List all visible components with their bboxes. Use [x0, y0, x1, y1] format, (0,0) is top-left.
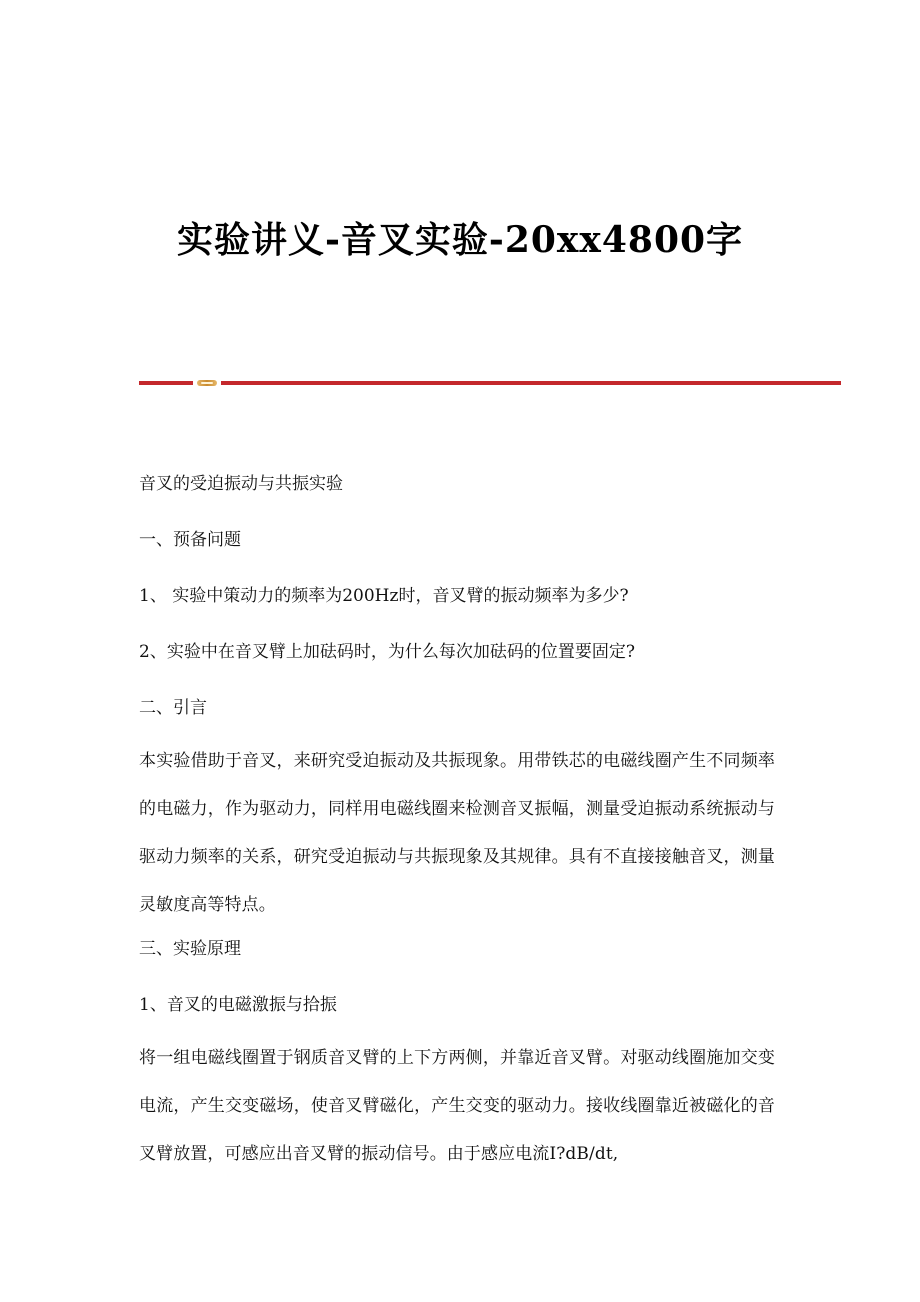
- section-heading-prep: 一、预备问题: [139, 530, 241, 550]
- document-body: [139, 468, 775, 1178]
- intro-paragraph: 本实验借助于音叉，来研究受迫振动及共振现象。用带铁芯的电磁线圈产生不同频率的电磁力，作为驱动力，同样用电磁线圈来检测音叉振幅，测量受迫振动系统振动与驱动力频率的关系，研究受迫振动与共振现象及其规律。具有不直接接触音叉，测量灵敏度高等特点。: [139, 751, 775, 915]
- title-divider: [139, 380, 841, 386]
- prep-question-2: 2、实验中在音叉臂上加砝码时，为什么每次加砝码的位置要固定?: [139, 642, 635, 662]
- section-heading-principle: 三、实验原理: [139, 939, 241, 959]
- divider-bar-left: [139, 381, 193, 385]
- section-title: 音叉的受迫振动与共振实验: [139, 474, 343, 494]
- section-heading-intro: 二、引言: [139, 698, 207, 718]
- subsection-heading-excitation: 1、音叉的电磁激振与拾振: [139, 995, 337, 1015]
- prep-question-1: 1、 实验中策动力的频率为200Hz时，音叉臂的振动频率为多少?: [139, 586, 629, 606]
- principle-paragraph: 将一组电磁线圈置于钢质音叉臂的上下方两侧，并靠近音叉臂。对驱动线圈施加交变电流，产生交变磁场，使音叉臂磁化，产生交变的驱动力。接收线圈靠近被磁化的音叉臂放置，可感应出音叉臂的振动信号。由于感应电流I?dB/dt,: [139, 1048, 775, 1164]
- document-title: 实验讲义-音叉实验-20xx4800字: [176, 219, 744, 261]
- divider-bar-right: [221, 381, 841, 385]
- divider-ornament-icon: [197, 380, 217, 386]
